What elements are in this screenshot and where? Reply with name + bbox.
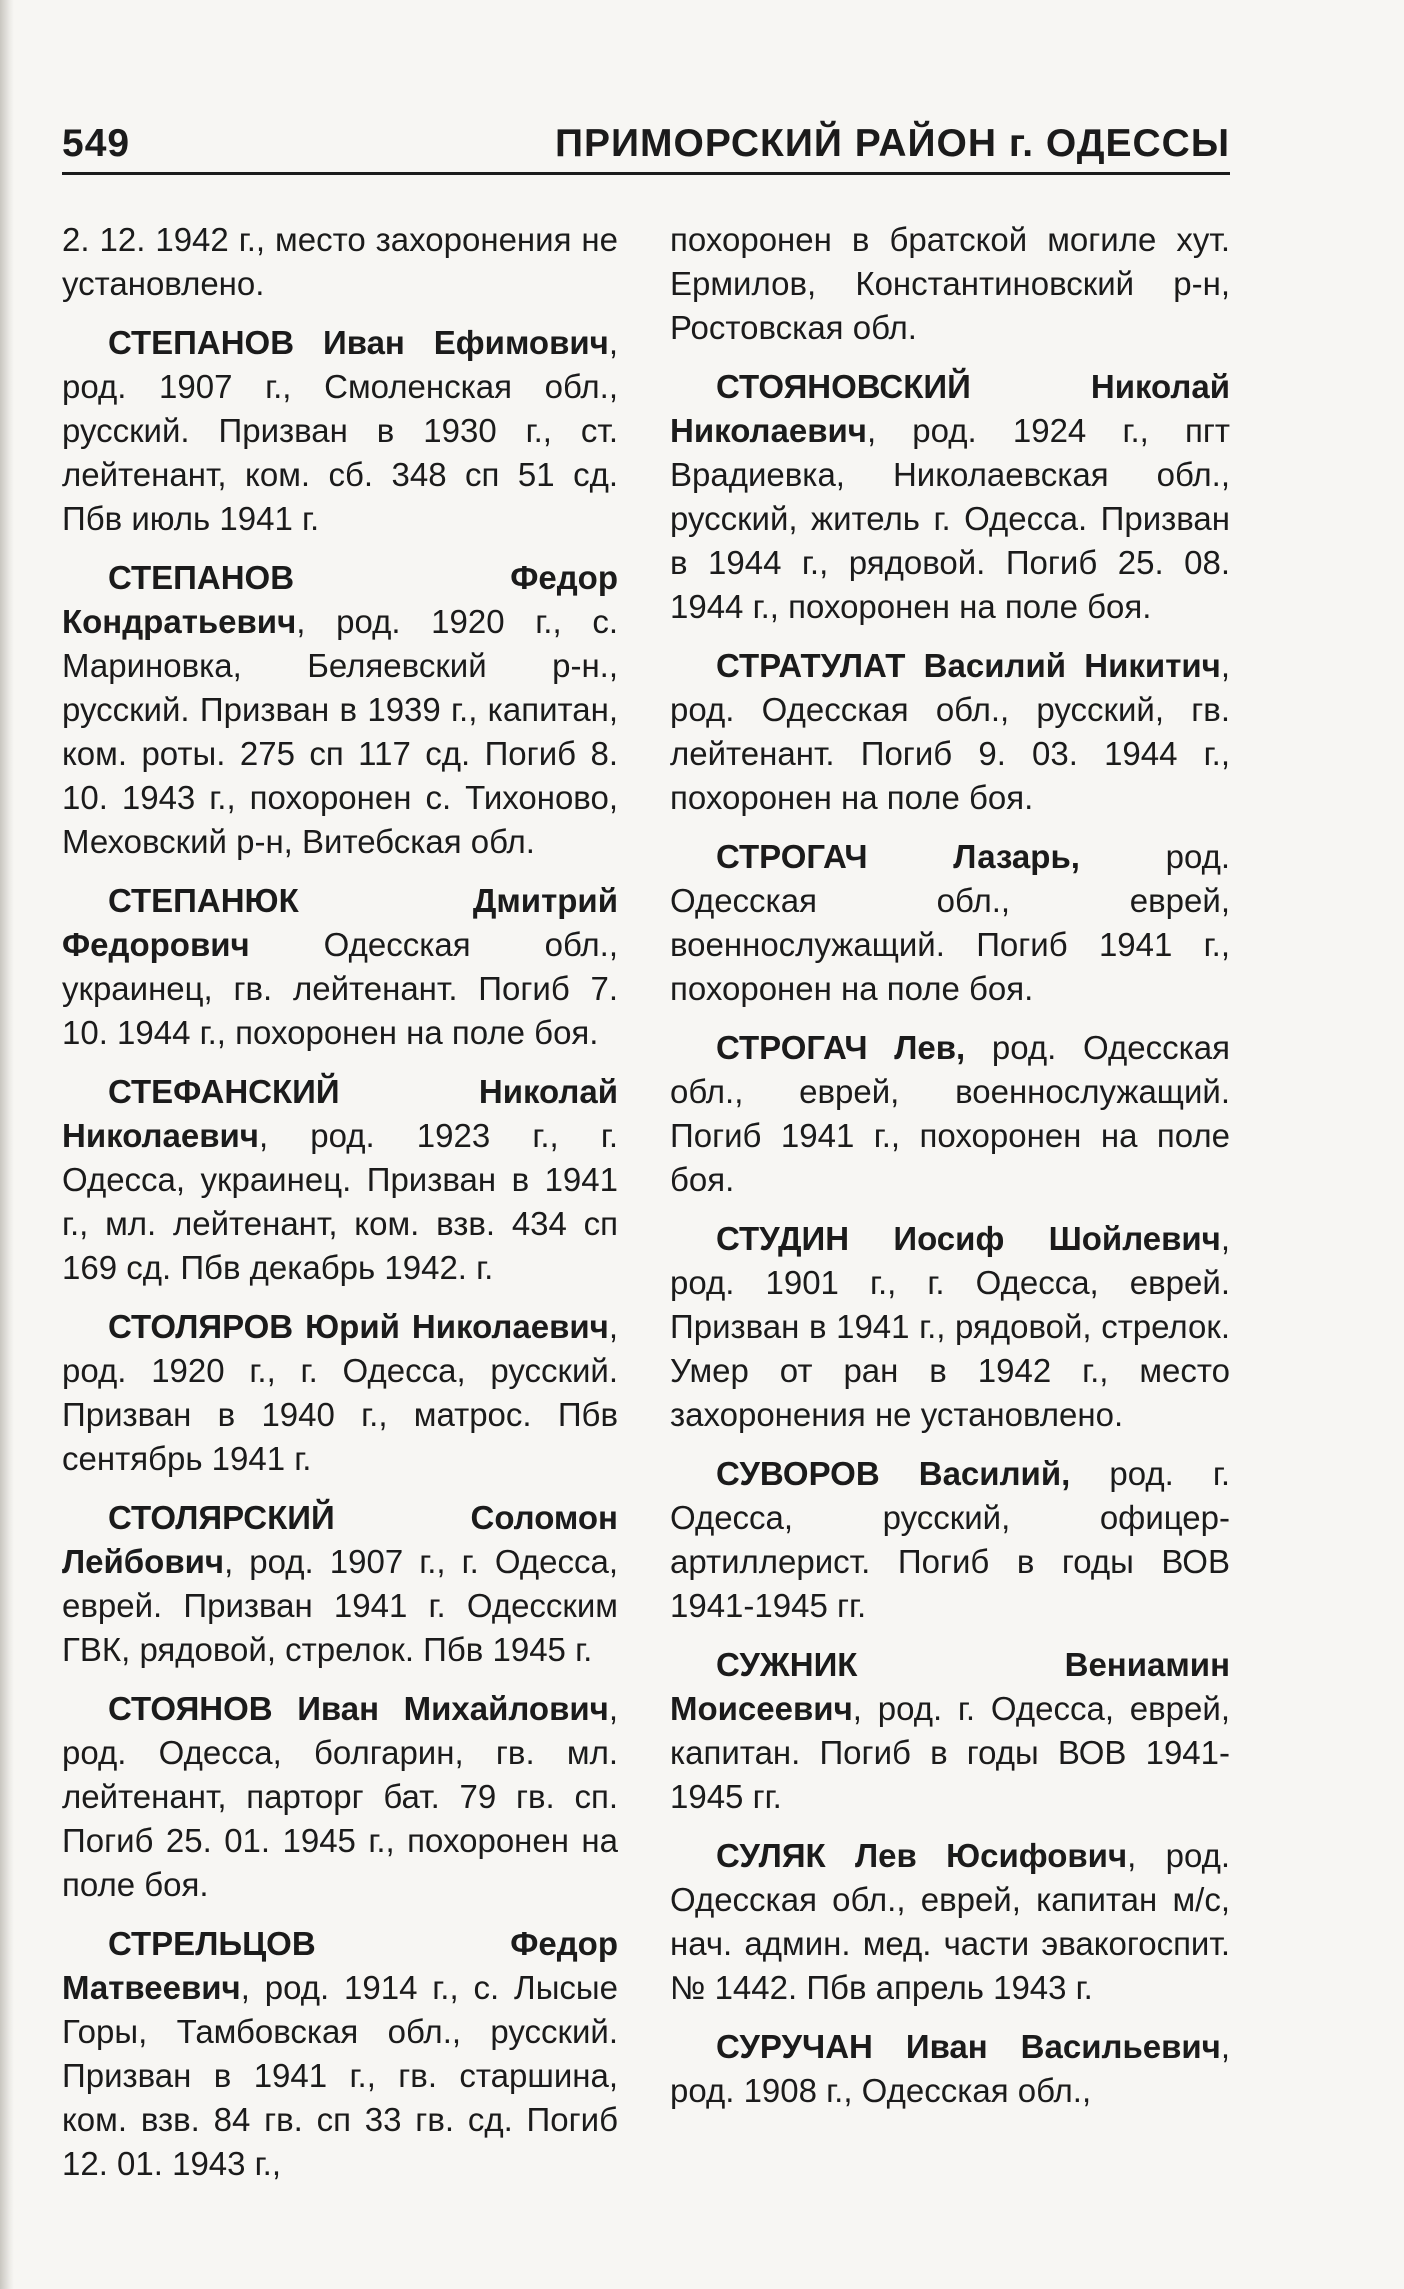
- entry-stepanov-ivan: [62, 321, 618, 541]
- entry-name: СТРОГАЧ Лев,: [716, 1029, 966, 1066]
- entry-text: , род. 1908 г., Одесская обл.,: [670, 2028, 1230, 2109]
- entry-studin: [670, 1217, 1230, 1437]
- entry-name: СТРАТУЛАТ Василий Никитич: [716, 647, 1221, 684]
- entry-name: СТОЯНОВСКИЙ Николай Николаевич: [670, 368, 1230, 449]
- entry-text: , род. 1920 г., г. Одесса, русский. Призван в 1940 г., матрос. Пбв сентябрь 1941 г.: [62, 1308, 618, 1477]
- entry-name: СТРОГАЧ Лазарь,: [716, 838, 1080, 875]
- entry-name: СУРУЧАН Иван Васильевич: [716, 2028, 1221, 2065]
- entry-stoyanov: [62, 1687, 618, 1907]
- continuation-text: похоронен в братской могиле хут. Ермилов, Константиновский р-н, Ростовская обл.: [670, 221, 1230, 346]
- left-column: [62, 218, 618, 2201]
- entry-text: , род. 1901 г., г. Одесса, еврей. Призван в 1941 г., рядовой, стрелок. Умер от ран в 1942 г., место захоронения не установлено.: [670, 1220, 1230, 1433]
- entry-name: СТОЛЯРСКИЙ Соломон Лейбович: [62, 1499, 618, 1580]
- entry-text: , род. Одесская обл., русский, гв. лейтенант. Погиб 9. 03. 1944 г., похоронен на поле боя.: [670, 647, 1230, 816]
- entry-stepanyuk: [62, 879, 618, 1055]
- entry-text: , род. 1920 г., с. Мариновка, Беляевский р-н., русский. Призван в 1939 г., капитан, ком. роты. 275 сп 117 сд. Погиб 8. 10. 1943 г., похоронен с. Тихоново, Меховский р-н, Витебская обл.: [62, 603, 618, 860]
- entry-stoyanovskiy: [670, 365, 1230, 629]
- entry-stefanskiy: [62, 1070, 618, 1290]
- entry-name: СТЕПАНЮК Дмитрий Федорович: [62, 882, 618, 963]
- entry-sulyak: [670, 1834, 1230, 2010]
- entry-name: СТОЯНОВ Иван Михайлович: [108, 1690, 609, 1727]
- entry-name: СТРЕЛЬЦОВ Федор Матвеевич: [62, 1925, 618, 2006]
- entry-suvorov: [670, 1452, 1230, 1628]
- entry-strogach-lev: [670, 1026, 1230, 1202]
- entry-name: СТОЛЯРОВ Юрий Николаевич: [108, 1308, 609, 1345]
- continuation-text: 2. 12. 1942 г., место захоронения не установлено.: [62, 221, 618, 302]
- entry-name: СУЛЯК Лев Юсифович: [716, 1837, 1128, 1874]
- entry-text: , род. Одесса, болгарин, гв. мл. лейтенант, парторг бат. 79 гв. сп. Погиб 25. 01. 1945 г., похоронен на поле боя.: [62, 1690, 618, 1903]
- entry-strogach-lazar: [670, 835, 1230, 1011]
- entry-text: Одесская обл., украинец, гв. лейтенант. Погиб 7. 10. 1944 г., похоронен на поле боя.: [62, 926, 618, 1051]
- entry-stolyarov: [62, 1305, 618, 1481]
- entry-stolyarskiy: [62, 1496, 618, 1672]
- entry-stratulat: [670, 644, 1230, 820]
- entry-name: СТЕПАНОВ Федор Кондратьевич: [62, 559, 618, 640]
- entry-name: СУЖНИК Вениамин Моисеевич: [670, 1646, 1230, 1727]
- entry-name: СУВОРОВ Василий,: [716, 1455, 1071, 1492]
- entry-stepanov-fedor: [62, 556, 618, 864]
- running-title: ПРИМОРСКИЙ РАЙОН г. ОДЕССЫ: [554, 122, 1230, 165]
- entry-text: род. Одесская обл., еврей, военнослужащий. Погиб 1941 г., похоронен на поле боя.: [670, 838, 1230, 1007]
- entry-text: род. Одесская обл., еврей, военнослужащий. Погиб 1941 г., похоронен на поле боя.: [670, 1029, 1230, 1198]
- entry-streltsov: [62, 1922, 618, 2186]
- entry-suruchan: [670, 2025, 1230, 2113]
- entry-text: , род. 1923 г., г. Одесса, украинец. Призван в 1941 г., мл. лейтенант, ком. взв. 434 сп 169 сд. Пбв декабрь 1942. г.: [62, 1117, 618, 1286]
- entry-text: , род. 1924 г., пгт Врадиевка, Николаевская обл., русский, житель г. Одесса. Призван в 1944 г., рядовой. Погиб 25. 08. 1944 г., похоронен на поле боя.: [670, 412, 1230, 625]
- entry-name: СТУДИН Иосиф Шойлевич: [716, 1220, 1221, 1257]
- entry-text: , род. 1907 г., Смоленская обл., русский. Призван в 1930 г., ст. лейтенант, ком. сб. 348 сп 51 сд. Пбв июль 1941 г.: [62, 324, 618, 537]
- entry-text: , род. 1907 г., г. Одесса, еврей. Призван 1941 г. Одесским ГВК, рядовой, стрелок. Пбв 1945 г.: [62, 1543, 618, 1668]
- entry-text: , род. 1914 г., с. Лысые Горы, Тамбовская обл., русский. Призван в 1941 г., гв. старшина, ком. взв. 84 гв. сп 33 гв. сд. Погиб 12. 01. 1943 г.,: [62, 1969, 618, 2182]
- right-column: [670, 218, 1230, 2128]
- book-spine-shadow: [0, 0, 14, 2289]
- entry-text: , род. Одесская обл., еврей, капитан м/с, нач. админ. мед. части эвакогоспит. № 1442. Пбв апрель 1943 г.: [670, 1837, 1230, 2006]
- entry-suzhnik: [670, 1643, 1230, 1819]
- entry-name: СТЕПАНОВ Иван Ефимович: [108, 324, 609, 361]
- entry-text: , род. г. Одесса, еврей, капитан. Погиб в годы ВОВ 1941-1945 гг.: [670, 1690, 1230, 1815]
- entry-text: род. г. Одесса, русский, офицер-артиллерист. Погиб в годы ВОВ 1941-1945 гг.: [670, 1455, 1230, 1624]
- entry-name: СТЕФАНСКИЙ Николай Николаевич: [62, 1073, 618, 1154]
- page-number: 549: [62, 122, 131, 165]
- page-header: [62, 110, 1230, 175]
